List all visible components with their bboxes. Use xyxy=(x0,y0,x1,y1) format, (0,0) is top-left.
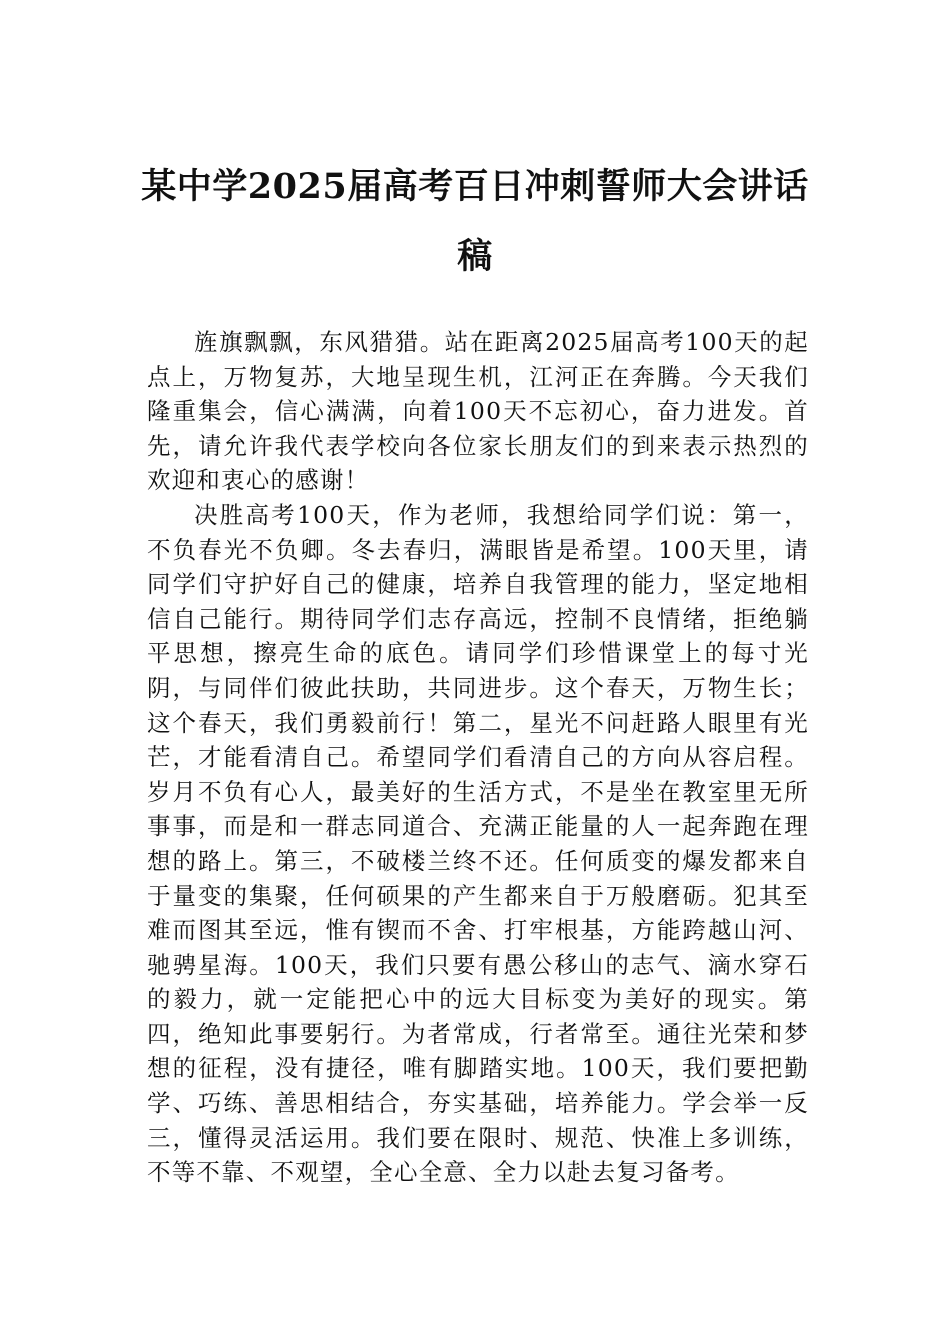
paragraph-opening: 旌旗飘飘，东风猎猎。站在距离2025届高考100天的起点上，万物复苏，大地呈现生机，江河正在奔腾。今天我们隆重集会，信心满满，向着100天不忘初心，奋力进发。首先，请允许我代表学校向各位家长朋友们的到来表示热烈的欢迎和衷心的感谢！ xyxy=(147,328,809,495)
document-body xyxy=(147,325,809,1190)
paragraph-main: 决胜高考100天，作为老师，我想给同学们说：第一，不负春光不负卿。冬去春归，满眼皆是希望。100天里，请同学们守护好自己的健康，培养自我管理的能力，坚定地相信自己能行。期待同学们志存高远，控制不良情绪，拒绝躺平思想，擦亮生命的底色。请同学们珍惜课堂上的每寸光阴，与同伴们彼此扶助，共同进步。这个春天，万物生长；这个春天，我们勇毅前行！第二，星光不问赶路人眼里有光芒，才能看清自己。希望同学们看清自己的方向从容启程。岁月不负有心人，最美好的生活方式，不是坐在教室里无所事事，而是和一群志同道合、充满正能量的人一起奔跑在理想的路上。第三，不破楼兰终不还。任何质变的爆发都来自于量变的集聚，任何硕果的产生都来自于万般磨砺。犯其至难而图其至远，惟有锲而不舍、打牢根基，方能跨越山河、驰骋星海。100天，我们只要有愚公移山的志气、滴水穿石的毅力，就一定能把心中的远大目标变为美好的现实。第四，绝知此事要躬行。为者常成，行者常至。通往光荣和梦想的征程，没有捷径，唯有脚踏实地。100天，我们要把勤学、巧练、善思相结合，夯实基础，培养能力。学会举一反三，懂得灵活运用。我们要在限时、规范、快准上多训练，不等不靠、不观望，全心全意、全力以赴去复习备考。 xyxy=(147,500,809,1187)
document-title: 某中学2025届高考百日冲刺誓师大会讲话稿 xyxy=(141,166,809,277)
